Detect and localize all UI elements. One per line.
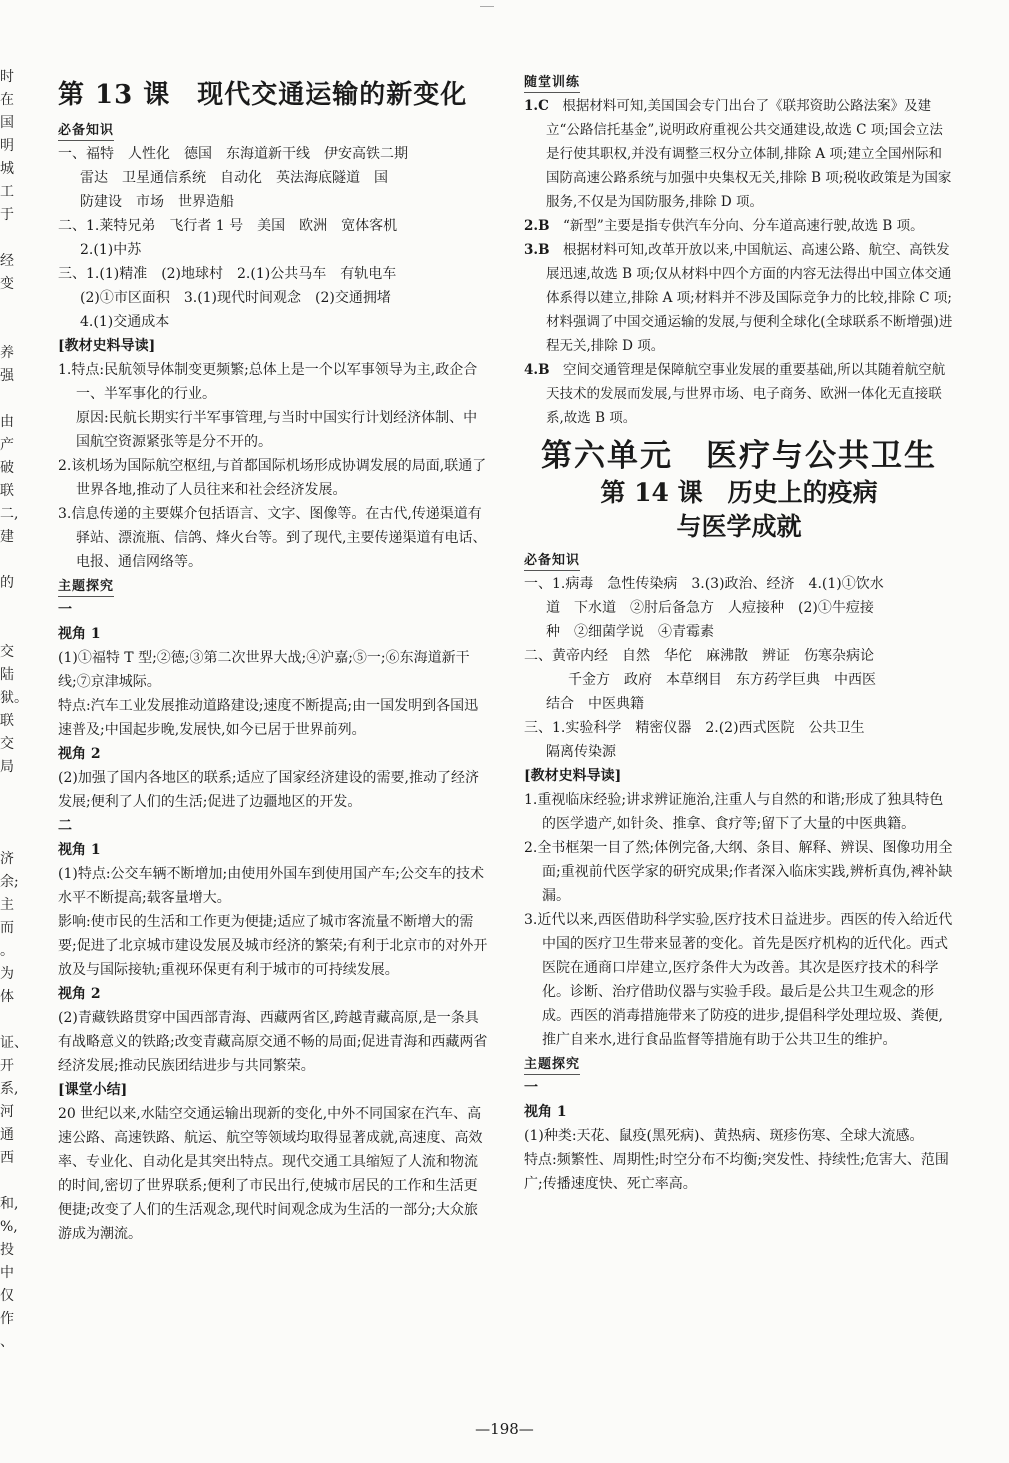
bibei-14-list — [524, 572, 954, 764]
bibei-line: 一、福特 人性化 德国 东海道新干线 伊安高铁二期 — [58, 146, 408, 162]
edge-char: 而 — [0, 920, 14, 936]
bibei-line: 2.(1)中苏 — [80, 242, 142, 258]
unit-6-title: 第六单元 医疗与公共卫生 — [541, 438, 937, 474]
view-1-text-14: (1)种类:天花、鼠疫(黑死病)、黄热病、斑疹伤寒、全球大流感。 — [524, 1128, 924, 1144]
edge-char — [0, 779, 22, 802]
edge-char: 的 — [0, 575, 14, 591]
edge-char: 河 — [0, 1104, 14, 1120]
edge-char: 系, — [0, 1081, 19, 1097]
edge-char: 开 — [0, 1058, 14, 1074]
answer-number: 3.B — [524, 242, 550, 258]
edge-char: 变 — [0, 276, 14, 292]
view-2-heading: 视角 2 — [58, 746, 101, 762]
lesson-14-title-line-2: 与医学成就 — [676, 512, 802, 541]
part-two-view-2-text: (2)青藏铁路贯穿中国西部青海、西藏两省区,跨越青藏高原,是一条具有战略意义的铁路;改变青藏高原交通不畅的局面;促进青海和西藏两省经济发展;推动民族团结进步与共同繁荣。 — [58, 1010, 488, 1074]
part-one: 一 — [58, 602, 72, 618]
edge-char: 交 — [0, 736, 14, 752]
section-jiaocai: [教材史料导读] — [58, 338, 156, 354]
xiaojie-text: 20 世纪以来,水陆空交通运输出现新的变化,中外不同国家在汽车、高速公路、高速铁路、航运、航空等领域均取得显著成就,高速度、高效率、专业化、自动化是其突出特点。现代交通工具缩短了人流和物流的时间,密切了世界联系;便利了市民出行,使城市居民的工作和生活更便捷;改变了人们的生活观念,现代时间观念成为生活的一部分;大众旅游成为潮流。 — [58, 1106, 483, 1242]
part-two: 二 — [58, 818, 72, 834]
bibei-line: 二、黄帝内经 自然 华佗 麻沸散 辨证 伤寒杂病论 — [524, 648, 874, 664]
edge-char: 明 — [0, 138, 14, 154]
bibei-line: 道 下水道 ②肘后备急方 人痘接种 (2)①牛痘接 — [546, 600, 874, 616]
view-1-text: 特点:汽车工业发展推动道路建设;速度不断提高;由一国发明到各国迅速普及;中国起步晚,发展快,如今已居于世界前列。 — [58, 698, 479, 738]
jiaocai-item: 3.信息传递的主要媒介包括语言、文字、图像等。在古代,传递渠道有驿站、漂流瓶、信鸽、烽火台等。到了现代,主要传递渠道有电话、电报、通信网络等。 — [58, 506, 487, 570]
answer-text: “新型”主要是指专供汽车分向、分车道高速行驶,故选 B 项。 — [563, 218, 924, 234]
section-jiaocai-14: [教材史料导读] — [524, 768, 622, 784]
edge-char: 仅 — [0, 1288, 14, 1304]
answer-text: 空间交通管理是保障航空事业发展的重要基础,所以其随着航空航天技术的发展而发展,与世界市场、电子商务、欧洲一体化无直接联系,故选 B 项。 — [546, 362, 946, 426]
bibei-line: (2)①市区面积 3.(1)现代时间观念 (2)交通拥堵 — [80, 290, 391, 306]
jiaocai-item: 原因:民航长期实行半军事管理,与当时中国实行计划经济体制、中国航空资源紧张等是分不开的。 — [76, 410, 478, 450]
view-1-text: (1)①福特 T 型;②德;③第二次世界大战;④沪嘉;⑤一;⑥东海道新干线;⑦京津城际。 — [58, 650, 470, 690]
edge-char: 国 — [0, 115, 14, 131]
jiaocai-14-item: 3.近代以来,西医借助科学实验,医疗技术日益进步。西医的传入给近代中国的医疗卫生带来显著的变化。首先是医疗机构的近代化。西式医院在通商口岸建立,医疗条件大为改善。其次是医疗技术的科学化。诊断、治疗借助仪器与实验手段。最后是公共卫生观念的形成。西医的消毒措施带来了防疫的进步,提倡科学处理垃圾、粪便,推广自来水,进行食品监督等措施有助于公共卫生的维护。 — [524, 912, 953, 1048]
part-two-view-1-text: 影响:使市民的生活和工作更为便捷;适应了城市客流量不断增大的需要;促进了北京城市建设发展及城市经济的繁荣;有利于北京市的对外开放及与国际接轨;重视环保更有利于城市的可持续发展。 — [58, 914, 488, 978]
bibei-line: 二、1.莱特兄弟 飞行者 1 号 美国 欧洲 宽体客机 — [58, 218, 398, 234]
edge-char — [0, 825, 22, 848]
bibei-line: 千金方 政府 本草纲目 东方药学巨典 中西医 — [568, 672, 876, 688]
edge-char: 联 — [0, 713, 14, 729]
left-column — [58, 0, 488, 1246]
lesson-13-title: 第 13 课 现代交通运输的新变化 — [58, 80, 468, 110]
edge-char: 交 — [0, 644, 14, 660]
view-1-text-14: 特点:频繁性、周期性;时空分布不均衡;突发性、持续性;危害大、范围广;传播速度快、死亡率高。 — [524, 1152, 949, 1192]
section-xiaojie: [课堂小结] — [58, 1082, 128, 1098]
adjacent-page-edge — [0, 66, 28, 1354]
edge-char: 通 — [0, 1127, 14, 1143]
section-bibei: 必备知识 — [58, 122, 114, 141]
bibei-line: 三、1.实验科学 精密仪器 2.(2)西式医院 公共卫生 — [524, 720, 865, 736]
bibei-line: 4.(1)交通成本 — [80, 314, 170, 330]
edge-char: 余; — [0, 874, 19, 890]
edge-char — [0, 618, 22, 641]
edge-char: 主 — [0, 897, 14, 913]
right-column — [524, 0, 954, 1196]
section-suitang: 随堂训练 — [524, 74, 580, 93]
part-two-view-1-heading: 视角 1 — [58, 842, 101, 858]
answer-item — [524, 214, 954, 238]
jiaocai-14-item: 2.全书框架一目了然;体例完备,大纲、条目、解释、辨误、图像功用全面;重视前代医学家的研究成果;作者深入临床实践,辨析真伪,裨补缺漏。 — [524, 840, 953, 904]
edge-char: 投 — [0, 1242, 14, 1258]
jiaocai-item: 1.特点:民航领导体制变更频繁;总体上是一个以军事领导为主,政企合一、半军事化的行业。 — [58, 362, 478, 402]
edge-char: 城 — [0, 161, 14, 177]
answer-item — [524, 94, 954, 214]
edge-char: 。 — [0, 943, 14, 959]
edge-char: 体 — [0, 989, 14, 1005]
edge-char — [0, 595, 22, 618]
edge-char — [0, 388, 22, 411]
edge-char: 陆 — [0, 667, 14, 683]
view-1-heading-14: 视角 1 — [524, 1104, 567, 1120]
edge-char — [0, 227, 22, 250]
edge-char: 和, — [0, 1196, 19, 1212]
answer-text: 根据材料可知,改革开放以来,中国航运、高速公路、航空、高铁发展迅速,故选 B 项;仅从材料中四个方面的内容无法得出中国立体交通体系得以建立,排除 A 项;材料并不涉及国际竞争力的比较,排除 C 项;材料强调了中国交通运输的发展,与便利全球化(全球联系不断增强)进程无关,排除 D 项。 — [546, 242, 953, 354]
view-1-heading: 视角 1 — [58, 626, 101, 642]
edge-char — [0, 296, 22, 319]
edge-char: 建 — [0, 529, 14, 545]
edge-char — [0, 549, 22, 572]
edge-char — [0, 1009, 22, 1032]
edge-char: 养 — [0, 345, 14, 361]
section-bibei-14: 必备知识 — [524, 552, 580, 571]
edge-char: 在 — [0, 92, 14, 108]
answer-number: 2.B — [524, 218, 550, 234]
edge-char — [0, 1170, 22, 1193]
section-zhuti-14: 主题探究 — [524, 1056, 580, 1075]
edge-char: %, — [0, 1219, 18, 1235]
edge-char — [0, 319, 22, 342]
edge-char: 狱。 — [0, 690, 28, 706]
answer-number: 1.C — [524, 98, 549, 114]
edge-char: 、 — [0, 1334, 14, 1350]
edge-char: 产 — [0, 437, 14, 453]
bibei-line: 一、1.病毒 急性传染病 3.(3)政治、经济 4.(1)①饮水 — [524, 576, 884, 592]
edge-char: 时 — [0, 69, 14, 85]
bibei-line: 结合 中医典籍 — [546, 696, 644, 712]
part-one-14: 一 — [524, 1080, 538, 1096]
edge-char: 工 — [0, 184, 14, 200]
jiaocai-14-item: 1.重视临床经验;讲求辨证施治,注重人与自然的和谐;形成了独具特色的医学遗产,如针灸、推拿、食疗等;留下了大量的中医典籍。 — [524, 792, 944, 832]
bibei-line: 隔离传染源 — [546, 744, 616, 760]
edge-char — [0, 802, 22, 825]
bibei-line: 防建设 市场 世界造船 — [80, 194, 234, 210]
edge-char: 破 — [0, 460, 14, 476]
bibei-line: 三、1.(1)精准 (2)地球村 2.(1)公共马车 有轨电车 — [58, 266, 397, 282]
jiaocai-item: 2.该机场为国际航空枢纽,与首都国际机场形成协调发展的局面,联通了世界各地,推动了人员往来和社会经济发展。 — [58, 458, 487, 498]
edge-char: 作 — [0, 1311, 14, 1327]
edge-char: 经 — [0, 253, 14, 269]
answer-item — [524, 238, 954, 358]
lesson-14-title-line-1: 第 14 课 历史上的疫病 — [600, 478, 878, 507]
part-two-view-2-heading: 视角 2 — [58, 986, 101, 1002]
edge-char: 为 — [0, 966, 14, 982]
bibei-line: 雷达 卫星通信系统 自动化 英法海底隧道 国 — [80, 170, 388, 186]
edge-char: 中 — [0, 1265, 14, 1281]
edge-char: 由 — [0, 414, 14, 430]
edge-char: 于 — [0, 207, 14, 223]
page-number: —198— — [475, 1420, 534, 1438]
edge-char: 济 — [0, 851, 14, 867]
bibei-line: 种 ②细菌学说 ④青霉素 — [546, 624, 714, 640]
bibei-list — [58, 142, 488, 334]
answer-number: 4.B — [524, 362, 550, 378]
part-two-view-1-text: (1)特点:公交车辆不断增加;由使用外国车到使用国产车;公交车的技术水平不断提高;载客量增大。 — [58, 866, 484, 906]
edge-char: 强 — [0, 368, 14, 384]
answer-item — [524, 358, 954, 430]
edge-char: 联 — [0, 483, 14, 499]
edge-char: 证、 — [0, 1035, 28, 1051]
section-zhuti: 主题探究 — [58, 578, 114, 597]
edge-char: 西 — [0, 1150, 14, 1166]
answer-text: 根据材料可知,美国国会专门出台了《联邦资助公路法案》及建立“公路信托基金”,说明政府重视公共交通建设,故选 C 项;国会立法是行使其职权,并没有调整三权分立体制,排除 A 项;建立全国州际和国防高速公路系统与加强中央集权无关,排除 B 项;税收政策是为国家服务,不仅是为国防服务,排除 D 项。 — [546, 98, 952, 210]
edge-char: 二, — [0, 506, 19, 522]
edge-char: 局 — [0, 759, 14, 775]
view-2-text: (2)加强了国内各地区的联系;适应了国家经济建设的需要,推动了经济发展;便利了人们的生活;促进了边疆地区的开发。 — [58, 770, 479, 810]
